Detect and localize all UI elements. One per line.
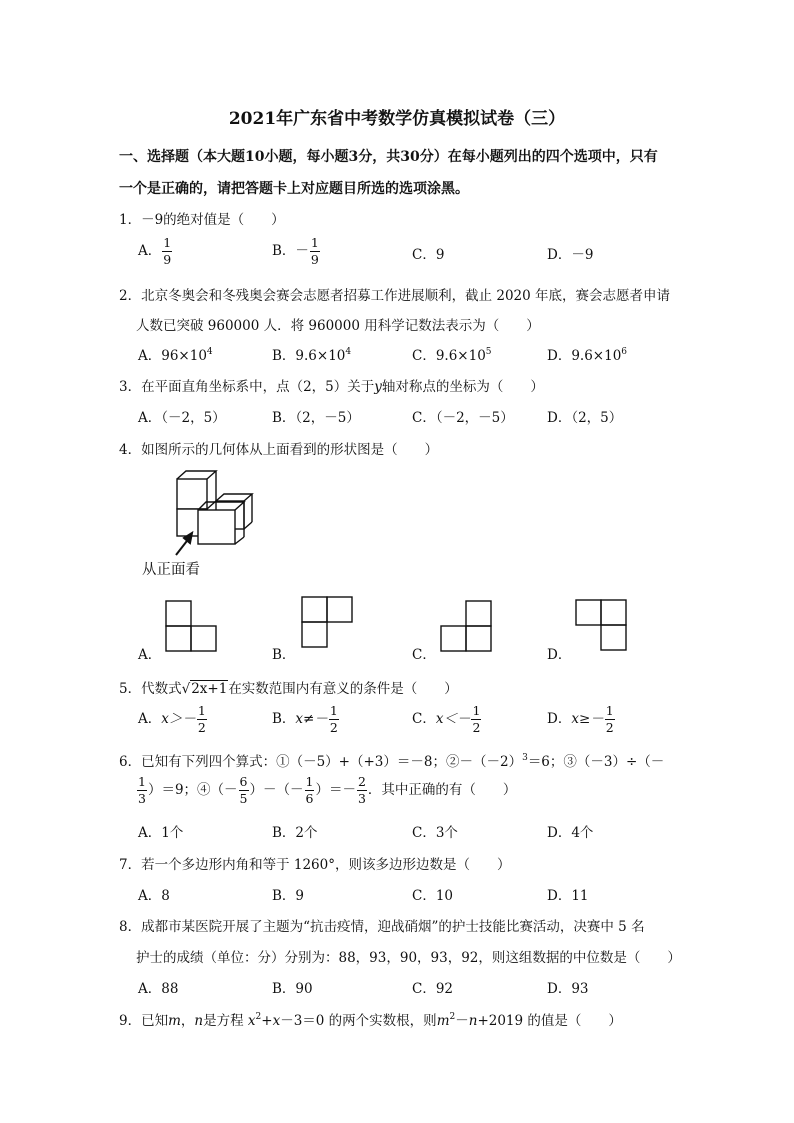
- q1-option-a-label: A．: [138, 243, 162, 259]
- q8-option-c: C．92: [412, 981, 454, 997]
- q3-option-c: C．（－2，－5）: [412, 410, 514, 426]
- q6-line1-b: ＝6；③（－3）÷（－: [527, 754, 665, 770]
- q3-option-a: A．（－2，5）: [138, 410, 226, 426]
- q5-option-d-fraction: [605, 705, 615, 734]
- q6-line1-exp: 3: [522, 753, 528, 763]
- q9-var-m2: m: [436, 1013, 450, 1029]
- fraction-numerator: 6: [239, 774, 248, 789]
- q5-stem-b: 在实数范围内有意义的条件是（ ）: [228, 681, 458, 697]
- q4-option-a-shape: [166, 601, 220, 653]
- q6-fraction-3: [305, 776, 315, 805]
- q4-option-b: B．: [272, 647, 296, 663]
- q1-option-d: D．－9: [547, 247, 594, 263]
- q6-line1-a: 6．已知有下列四个算式：①（－5）+（+3）＝－8；②－（－2）: [119, 754, 523, 770]
- q3-var: y: [374, 379, 382, 395]
- q5-stem: [119, 677, 458, 697]
- q9-text-2: ，: [180, 1013, 195, 1029]
- q9-text-4: +: [261, 1013, 273, 1029]
- fraction-denominator: 2: [605, 719, 614, 735]
- q4-option-c-shape: [441, 601, 495, 653]
- q5-option-d: [547, 705, 616, 734]
- q5-option-d-label: D．: [547, 711, 572, 727]
- q7-option-d: D．11: [547, 888, 589, 904]
- q1-option-b-label: B．－: [272, 243, 309, 259]
- q7-option-a: A．8: [138, 888, 170, 904]
- q2-option-a-exp: 4: [206, 347, 213, 357]
- q5-option-a: [138, 705, 208, 734]
- q2-option-d-exp: 6: [621, 347, 628, 357]
- q6-line2-text-2: ）－（－: [249, 782, 304, 798]
- q5-option-b-rel: x≠－: [295, 711, 328, 727]
- fraction-denominator: 9: [310, 251, 319, 267]
- q2-option-a-base: A．96×10: [138, 348, 207, 364]
- q2-option-b: [272, 344, 351, 364]
- q9-text-1: 9．已知: [119, 1013, 169, 1029]
- q2-option-a: [138, 344, 213, 364]
- q2-stem-line2: 人数已突破 960000 人．将 960000 用科学记数法表示为（ ）: [136, 318, 540, 334]
- q9-exp-3: 2: [449, 1012, 456, 1022]
- q5-option-a-fraction: [197, 705, 207, 734]
- q2-option-d: [547, 344, 627, 364]
- q4-option-b-shape: [302, 597, 356, 649]
- q9-stem: [119, 1009, 622, 1029]
- q5-option-a-label: A．: [138, 711, 162, 727]
- fraction-numerator: 2: [357, 774, 366, 789]
- q1-option-c: C．9: [412, 247, 445, 263]
- q8-stem-line2: 护士的成绩（单位：分）分别为：88，93，90，93，92，则这组数据的中位数是（ ）: [136, 950, 681, 966]
- fraction-denominator: 2: [329, 719, 338, 735]
- q8-option-a: A．88: [138, 981, 179, 997]
- q5-option-b: [272, 705, 340, 734]
- q9-text-3: 是方程: [203, 1013, 248, 1029]
- q2-option-c-base: C．9.6×10: [412, 348, 486, 364]
- q5-radicand: 2x+1: [191, 681, 228, 697]
- section-heading-line1: 一、选择题（本大题10小题，每小题3分，共30分）在每小题列出的四个选项中，只有: [119, 149, 658, 165]
- q5-option-d-rel: x≥－: [571, 711, 604, 727]
- q6-option-d: D．4个: [547, 825, 594, 841]
- q5-option-a-rel: x＞－: [161, 711, 196, 727]
- q7-stem: 7．若一个多边形内角和等于 1260°，则该多边形边数是（ ）: [119, 857, 511, 873]
- q2-option-b-base: B．9.6×10: [272, 348, 346, 364]
- q5-option-b-fraction: [329, 705, 339, 734]
- q9-text-7: +2019 的值是（ ）: [477, 1013, 622, 1029]
- q9-var-n2: n: [468, 1013, 478, 1029]
- fraction-denominator: 9: [163, 251, 172, 267]
- q6-stem-line2: [136, 776, 516, 805]
- q8-option-b: B．90: [272, 981, 313, 997]
- q2-option-c-exp: 5: [485, 347, 492, 357]
- fraction-numerator: 1: [163, 235, 172, 250]
- q4-option-a: A．: [138, 647, 162, 663]
- q1-option-b-fraction: [310, 237, 320, 266]
- q4-stem: 4．如图所示的几何体从上面看到的形状图是（ ）: [119, 442, 439, 458]
- q3-stem-a: 3．在平面直角坐标系中，点（2，5）关于: [119, 379, 375, 395]
- q3-stem: [119, 375, 544, 395]
- q8-stem-line1: 8．成都市某医院开展了主题为“抗击疫情，迎战硝烟”的护士技能比赛活动，决赛中 5 名: [119, 919, 645, 935]
- q4-option-d-shape: [576, 600, 630, 652]
- q1-stem: 1．－9的绝对值是（ ）: [119, 212, 285, 228]
- q2-option-d-base: D．9.6×10: [547, 348, 622, 364]
- q2-option-b-exp: 4: [345, 347, 352, 357]
- fraction-denominator: 3: [357, 790, 366, 806]
- fraction-denominator: 2: [472, 719, 481, 735]
- q2-option-c: [412, 344, 492, 364]
- q9-var-x: x: [247, 1013, 256, 1029]
- q6-line2-text-1: ）＝9；④（－: [147, 782, 238, 798]
- q5-option-c-rel: x＜－: [435, 711, 471, 727]
- q4-figure-caption: 从正面看: [142, 562, 200, 578]
- q6-fraction-1: [137, 776, 147, 805]
- fraction-denominator: 2: [197, 719, 206, 735]
- q8-option-d: D．93: [547, 981, 589, 997]
- q1-option-a: [138, 237, 173, 266]
- q6-option-c: C．3个: [412, 825, 458, 841]
- q9-var-m: m: [168, 1013, 181, 1029]
- q6-fraction-2: [239, 776, 249, 805]
- q6-fraction-4: [357, 776, 367, 805]
- q9-text-6: －: [455, 1013, 469, 1029]
- fraction-numerator: 1: [138, 774, 146, 789]
- q1-option-a-fraction: [162, 237, 172, 266]
- fraction-numerator: 1: [197, 703, 206, 718]
- q4-option-d: D．: [547, 647, 572, 663]
- fraction-numerator: 1: [310, 235, 319, 250]
- fraction-numerator: 1: [305, 774, 314, 789]
- q4-option-c: C．: [412, 647, 436, 663]
- q5-option-c-label: C．: [412, 711, 436, 727]
- q3-stem-b: 轴对称点的坐标为（ ）: [381, 379, 544, 395]
- fraction-numerator: 1: [472, 703, 481, 718]
- sqrt-sign: √2x+1: [181, 681, 228, 697]
- q6-option-b: B．2个: [272, 825, 318, 841]
- q3-option-b: B．（2，－5）: [272, 410, 360, 426]
- q4-solid-figure: [140, 465, 260, 555]
- fraction-denominator: 5: [239, 790, 248, 806]
- q9-var-n: n: [194, 1013, 204, 1029]
- fraction-denominator: 3: [138, 790, 146, 806]
- q7-option-b: B．9: [272, 888, 305, 904]
- q6-line2-text-4: ．其中正确的有（ ）: [367, 782, 517, 798]
- fraction-numerator: 1: [605, 703, 614, 718]
- q1-option-b: [272, 237, 321, 266]
- fraction-numerator: 1: [329, 703, 338, 718]
- q5-option-c-fraction: [471, 705, 481, 734]
- fraction-denominator: 6: [305, 790, 314, 806]
- page-title: 2021年广东省中考数学仿真模拟试卷（三）: [228, 109, 566, 129]
- q6-line2-text-3: ）＝－: [315, 782, 356, 798]
- q7-option-c: C．10: [412, 888, 454, 904]
- q5-option-c: [412, 705, 482, 734]
- q6-stem-line1: [119, 750, 664, 770]
- q6-option-a: A．1个: [138, 825, 184, 841]
- q5-option-b-label: B．: [272, 711, 296, 727]
- q5-stem-a: 5．代数式: [119, 681, 182, 697]
- q2-stem-line1: 2．北京冬奥会和冬残奥会赛会志愿者招募工作进展顺利，截止 2020 年底，赛会志愿者申请: [119, 288, 671, 304]
- q9-text-5: －3＝0 的两个实数根，则: [280, 1013, 437, 1029]
- section-heading-line2: 一个是正确的，请把答题卡上对应题目所选的选项涂黑。: [119, 181, 469, 197]
- q3-option-d: D．（2，5）: [547, 410, 623, 426]
- q9-exp-2: 2: [255, 1012, 262, 1022]
- q9-var-x2: x: [272, 1013, 281, 1029]
